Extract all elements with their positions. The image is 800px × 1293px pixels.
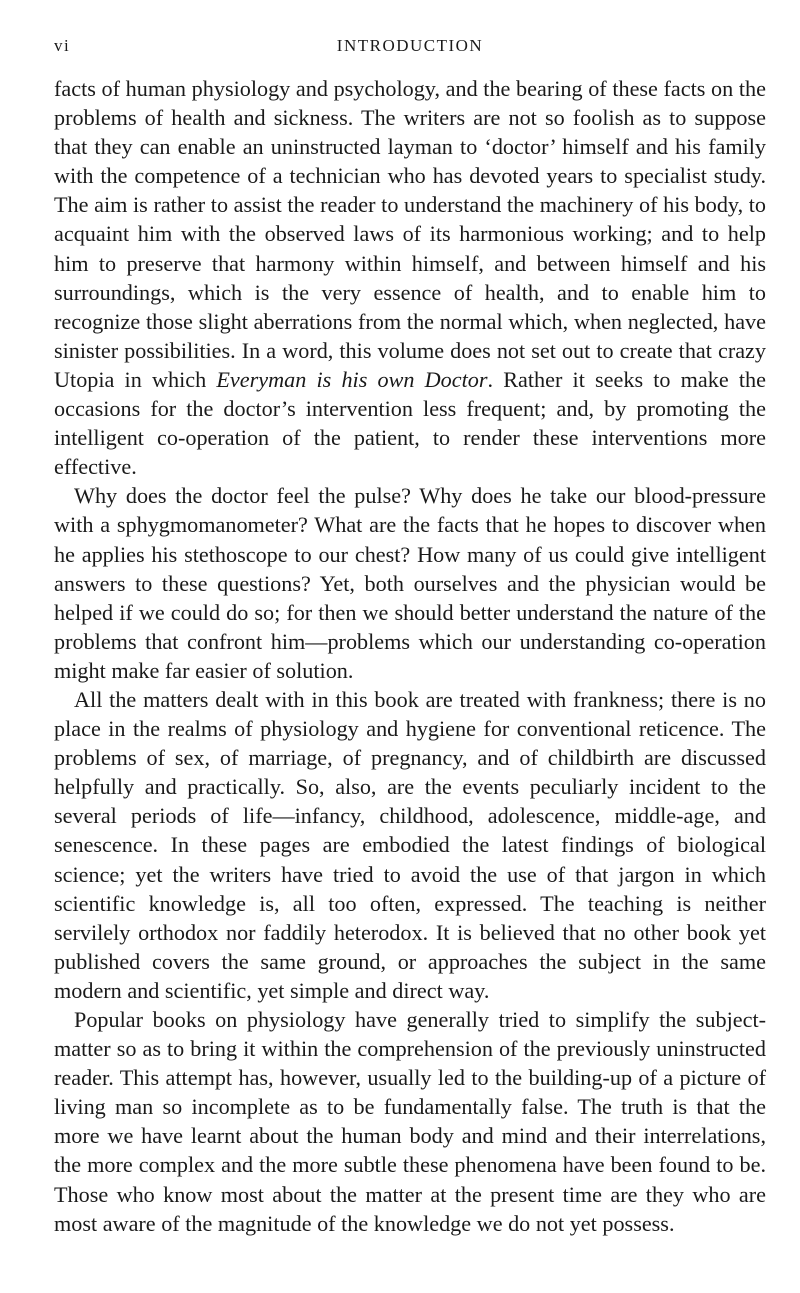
paragraph-1-italic-phrase: Everyman is his own Doctor — [216, 366, 488, 392]
paragraph-4 — [54, 1005, 766, 1238]
page-number: vi — [54, 36, 71, 55]
running-head — [54, 36, 766, 66]
paragraph-2 — [54, 481, 766, 685]
paragraph-2-text: Why does the doctor feel the pulse? Why does he take our blood-pressure with a sphygmomanometer? What are the facts that he hopes to discover when he applies his stethoscope to our chest? How many of us could give intelligent answers to these questions? Yet, both ourselves and the physician would be helped if we could do so; for then we should better understand the nature of the problems that confront him—problems which our understanding co-operation might make far easier of solution. — [54, 483, 766, 683]
paragraph-4-text: Popular books on physiology have generally tried to simplify the subject-matter so as to bring it within the comprehension of the previously uninstructed reader. This attempt has, however, usually led to the building-up of a picture of living man so incomplete as to be fundamentally false. The truth is that the more we have learnt about the human body and mind and their interrelations, the more complex and the more subtle these phenomena have been found to be. Those who know most about the matter at the present time are they who are most aware of the magnitude of the knowledge we do not yet possess. — [54, 1007, 766, 1236]
paragraph-1-text-a: facts of human physiology and psychology, and the bearing of these facts on the problems of health and sickness. The writers are not so foolish as to suppose that they can enable an uninstructed layman to ‘doctor’ himself and his family with the competence of a technician who has devoted years to specialist study. The aim is rather to assist the reader to understand the machinery of his body, to acquaint him with the observed laws of its harmonious working; and to help him to preserve that harmony within himself, and between himself and his surroundings, which is the very essence of health, and to enable him to recognize those slight aberrations from the normal which, when neglected, have sinister possibilities. In a word, this volume does not set out to create that crazy Utopia in which — [54, 76, 766, 392]
paragraph-3 — [54, 685, 766, 1005]
paragraph-1 — [54, 74, 766, 481]
body-text — [54, 74, 766, 1238]
paragraph-3-text: All the matters dealt with in this book are treated with frankness; there is no place in the realms of physiology and hygiene for conventional reticence. The problems of sex, of marriage, of pregnancy, and of childbirth are discussed helpfully and practically. So, also, are the events peculiarly incident to the several periods of life—infancy, childhood, adolescence, middle-age, and senescence. In these pages are embodied the latest findings of biological science; yet the writers have tried to avoid the use of that jargon in which scientific knowledge is, all too often, expressed. The teaching is neither servilely orthodox nor faddily heterodox. It is believed that no other book yet published covers the same ground, or approaches the subject in the same modern and scientific, yet simple and direct way. — [54, 686, 766, 1003]
page — [54, 36, 766, 1238]
running-title: INTRODUCTION — [336, 36, 484, 55]
paragraph-1-text-b: . Rather it seeks to make the occasions for the doctor’s intervention less frequent; and, by promoting the intelligent co-operation of the patient, to render these interventions more effective. — [54, 366, 766, 480]
